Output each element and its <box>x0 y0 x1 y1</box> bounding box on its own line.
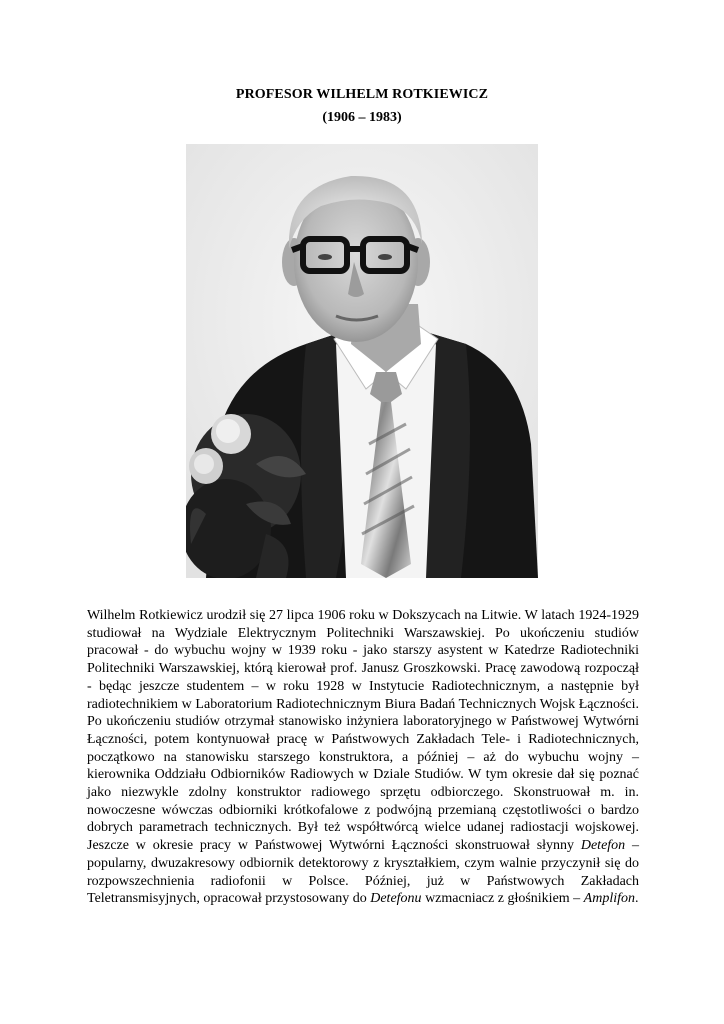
biography-text-segment: . <box>635 891 639 907</box>
page-title: PROFESOR WILHELM ROTKIEWICZ <box>235 87 489 102</box>
device-name-amplifon: Amplifon <box>583 891 636 907</box>
life-dates: (1906 – 1983) <box>322 110 402 125</box>
biography-text-segment: – popularny, dwuzakresowy odbiornik detektorowy z kryształkiem, czym walnie przyczynił się do rozpowszechnienia radiofonii w Polsce. Później, już w Państwowych Zakładach Teletransmisyjnych, opracował przystosowany do <box>87 838 639 907</box>
device-name-detefonu: Detefonu <box>370 891 422 907</box>
biography-text-segment: wzmacniacz z głośnikiem – <box>421 891 584 907</box>
biography-text-segment: Wilhelm Rotkiewicz urodził się 27 lipca 1906 roku w Dokszycach na Litwie. W latach 1924-1929 studiował na Wydziale Elektrycznym Politechniki Warszawskiej. Po ukończeniu studiów pracował - do wybuchu wojny w 1939 roku - jako starszy asystent w Katedrze Radiotechniki Politechniki Warszawskiej, którą kierował prof. Janusz Groszkowski. Pracę zawodową rozpoczął - będąc jeszcze studentem – w roku 1928 w Instytucie Radiotechnicznym, a następnie był radiotechnikiem w Laboratorium Radiotechnicznym Biura Badań Technicznych Wojsk Łączności. Po ukończeniu studiów otrzymał stanowisko inżyniera laboratoryjnego w Państwowej Wytwórni Łączności, potem kontynuował pracę w Państwowych Zakładach Tele- i Radiotechnicznych, początkowo na stanowisku starszego konstruktora, a później – aż do wybuchu wojny – kierownika Oddziału Odbiorników Radiowych w Dziale Studiów. W tym okresie dał się poznać jako niezwykle zdolny konstruktor radiowego sprzętu odbiorczego. Skonstruował m. in. nowoczesne wówczas odbiorniki krótkofalowe z podwójną przemianą częstotliwości o bardzo dobrych parametrach technicznych. Był też współtwórcą wielce udanej radiostacji wojskowej. Jeszcze w okresie pracy w Państwowej Wytwórni Łączności skonstruował słynny <box>87 608 639 854</box>
biography-paragraph <box>87 607 639 908</box>
device-name-detefon: Detefon <box>580 838 626 854</box>
portrait-photo <box>186 144 538 578</box>
biography-text <box>87 607 639 908</box>
